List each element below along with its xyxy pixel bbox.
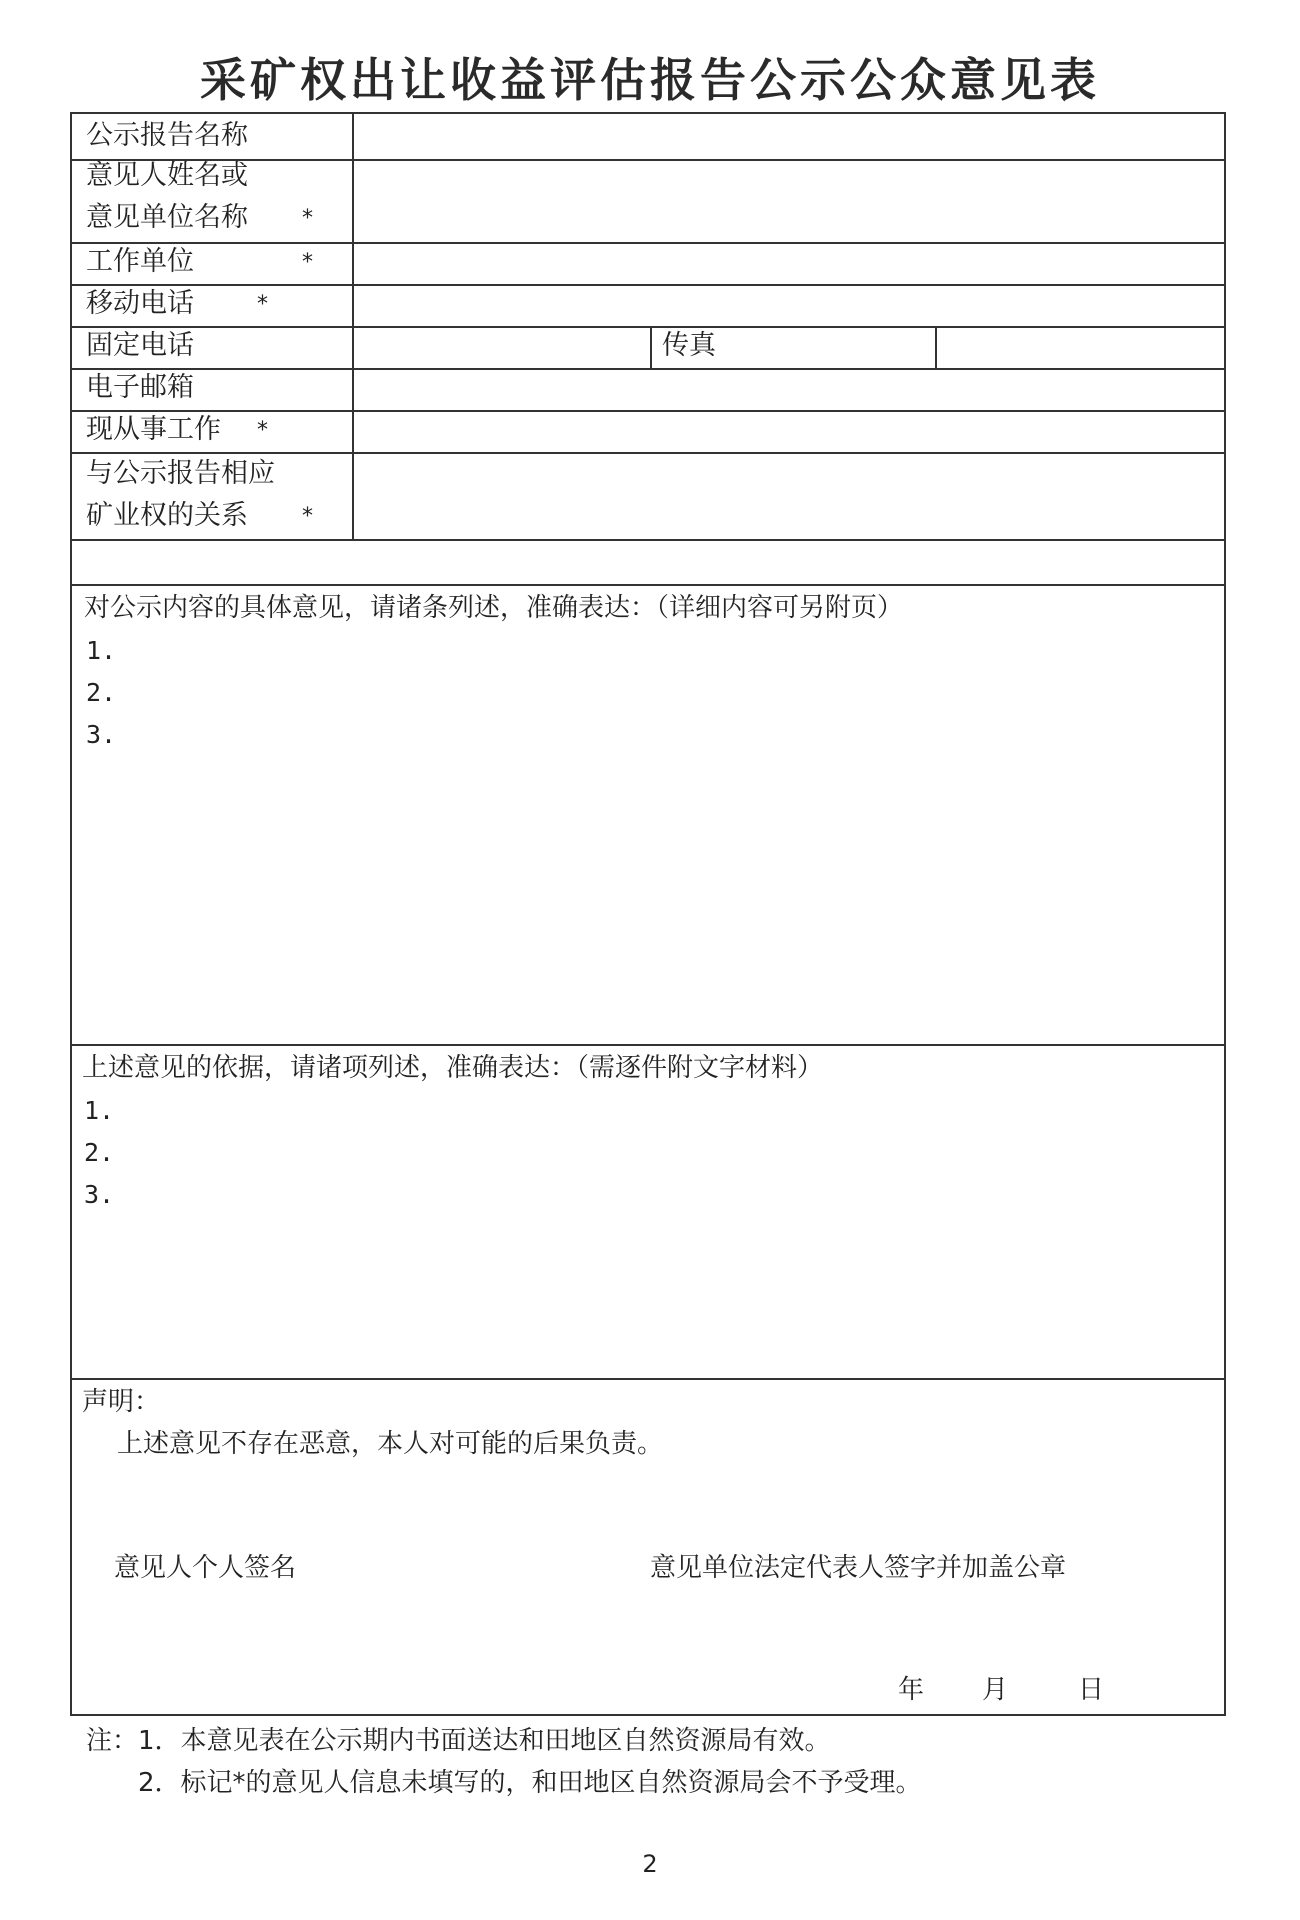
required-mark: * — [302, 206, 313, 231]
opinions-item-3: 3. — [86, 720, 117, 749]
fax-field[interactable] — [937, 328, 1226, 368]
commenter-name-label-line2: 意见单位名称 — [86, 202, 248, 233]
mobile-field[interactable] — [354, 286, 1226, 326]
note-2: 2．标记*的意见人信息未填写的，和田地区自然资源局会不予受理。 — [138, 1768, 922, 1798]
declaration-section — [72, 1380, 1226, 1714]
required-mark: * — [257, 292, 268, 317]
page-number: 2 — [642, 1850, 658, 1878]
declaration-heading: 声明： — [82, 1387, 161, 1417]
opinion-form-table — [70, 112, 1226, 1716]
opinions-heading: 对公示内容的具体意见，请诸条列述，准确表达：（详细内容可另附页） — [84, 593, 904, 623]
landline-label: 固定电话 — [86, 330, 194, 361]
basis-item-2: 2. — [84, 1138, 115, 1167]
basis-section[interactable] — [72, 1046, 1226, 1378]
email-label: 电子邮箱 — [86, 372, 194, 403]
relation-field[interactable] — [354, 454, 1226, 539]
report-name-label: 公示报告名称 — [86, 120, 248, 151]
work-unit-label: 工作单位 — [86, 246, 194, 277]
unit-signature-label[interactable]: 意见单位法定代表人签字并加盖公章 — [650, 1553, 1067, 1583]
note-1: 注：1．本意见表在公示期内书面送达和田地区自然资源局有效。 — [86, 1726, 831, 1756]
date-day-label: 日 — [1078, 1675, 1105, 1705]
email-field[interactable] — [354, 370, 1226, 410]
page-title: 采矿权出让收益评估报告公示公众意见表 — [200, 53, 1100, 107]
basis-item-3: 3. — [84, 1180, 115, 1209]
column-divider — [650, 326, 652, 368]
commenter-name-field[interactable] — [354, 161, 1226, 242]
landline-field[interactable] — [354, 328, 650, 368]
relation-label-line2: 矿业权的关系 — [86, 500, 248, 531]
opinions-item-1: 1. — [86, 636, 117, 665]
blank-row — [72, 541, 1226, 584]
commenter-name-label-line1: 意见人姓名或 — [86, 160, 248, 191]
current-job-field[interactable] — [354, 412, 1226, 452]
required-mark: * — [257, 418, 268, 443]
relation-label-line1: 与公示报告相应 — [86, 458, 275, 489]
basis-item-1: 1. — [84, 1096, 115, 1125]
date-year-label: 年 — [898, 1675, 925, 1705]
report-name-field[interactable] — [354, 114, 1226, 159]
declaration-text: 上述意见不存在恶意，本人对可能的后果负责。 — [117, 1429, 664, 1459]
personal-signature-label[interactable]: 意见人个人签名 — [114, 1553, 297, 1583]
date-month-label: 月 — [982, 1675, 1009, 1705]
required-mark: * — [302, 504, 313, 529]
basis-heading: 上述意见的依据，请诸项列述，准确表达：（需逐件附文字材料） — [82, 1053, 824, 1083]
opinions-item-2: 2. — [86, 678, 117, 707]
work-unit-field[interactable] — [354, 244, 1226, 284]
fax-label: 传真 — [662, 330, 716, 361]
mobile-label: 移动电话 — [86, 288, 194, 319]
required-mark: * — [302, 250, 313, 275]
opinions-section[interactable] — [72, 586, 1226, 1044]
current-job-label: 现从事工作 — [86, 414, 221, 445]
